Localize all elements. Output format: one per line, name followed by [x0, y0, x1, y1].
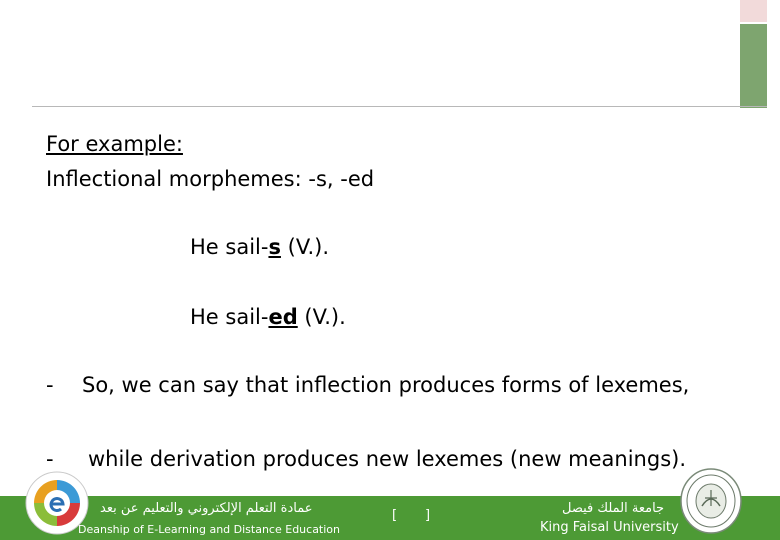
- example-sentence-s: He sail-s (V.).: [190, 235, 330, 259]
- deanship-english: Deanship of E-Learning and Distance Education: [78, 523, 341, 536]
- accent-bar-pink: [740, 0, 767, 22]
- page-bracket-right: ]: [425, 508, 431, 523]
- bullet-dash-2: -: [46, 447, 54, 471]
- university-arabic: جامعة الملك فيصل: [562, 501, 665, 516]
- university-english: King Faisal University: [540, 520, 679, 535]
- bullet-text-derivation: while derivation produces new lexemes (new meanings).: [88, 447, 687, 471]
- inflectional-morphemes-line: Inflectional morphemes: -s, -ed: [46, 167, 375, 191]
- example-heading: For example:: [46, 132, 183, 156]
- bullet-dash-1: -: [46, 373, 54, 397]
- example-sentence-ed: He sail-ed (V.).: [190, 305, 346, 329]
- footer-bar: [0, 496, 780, 540]
- university-seal-icon: [680, 468, 742, 534]
- title-divider: [32, 106, 767, 107]
- deanship-arabic: عمادة التعلم الإلكتروني والتعليم عن بعد: [100, 501, 313, 516]
- bullet-text-inflection: So, we can say that inflection produces forms of lexemes,: [82, 373, 690, 397]
- page-bracket-left: [: [392, 508, 398, 523]
- accent-bar-green: [740, 24, 767, 108]
